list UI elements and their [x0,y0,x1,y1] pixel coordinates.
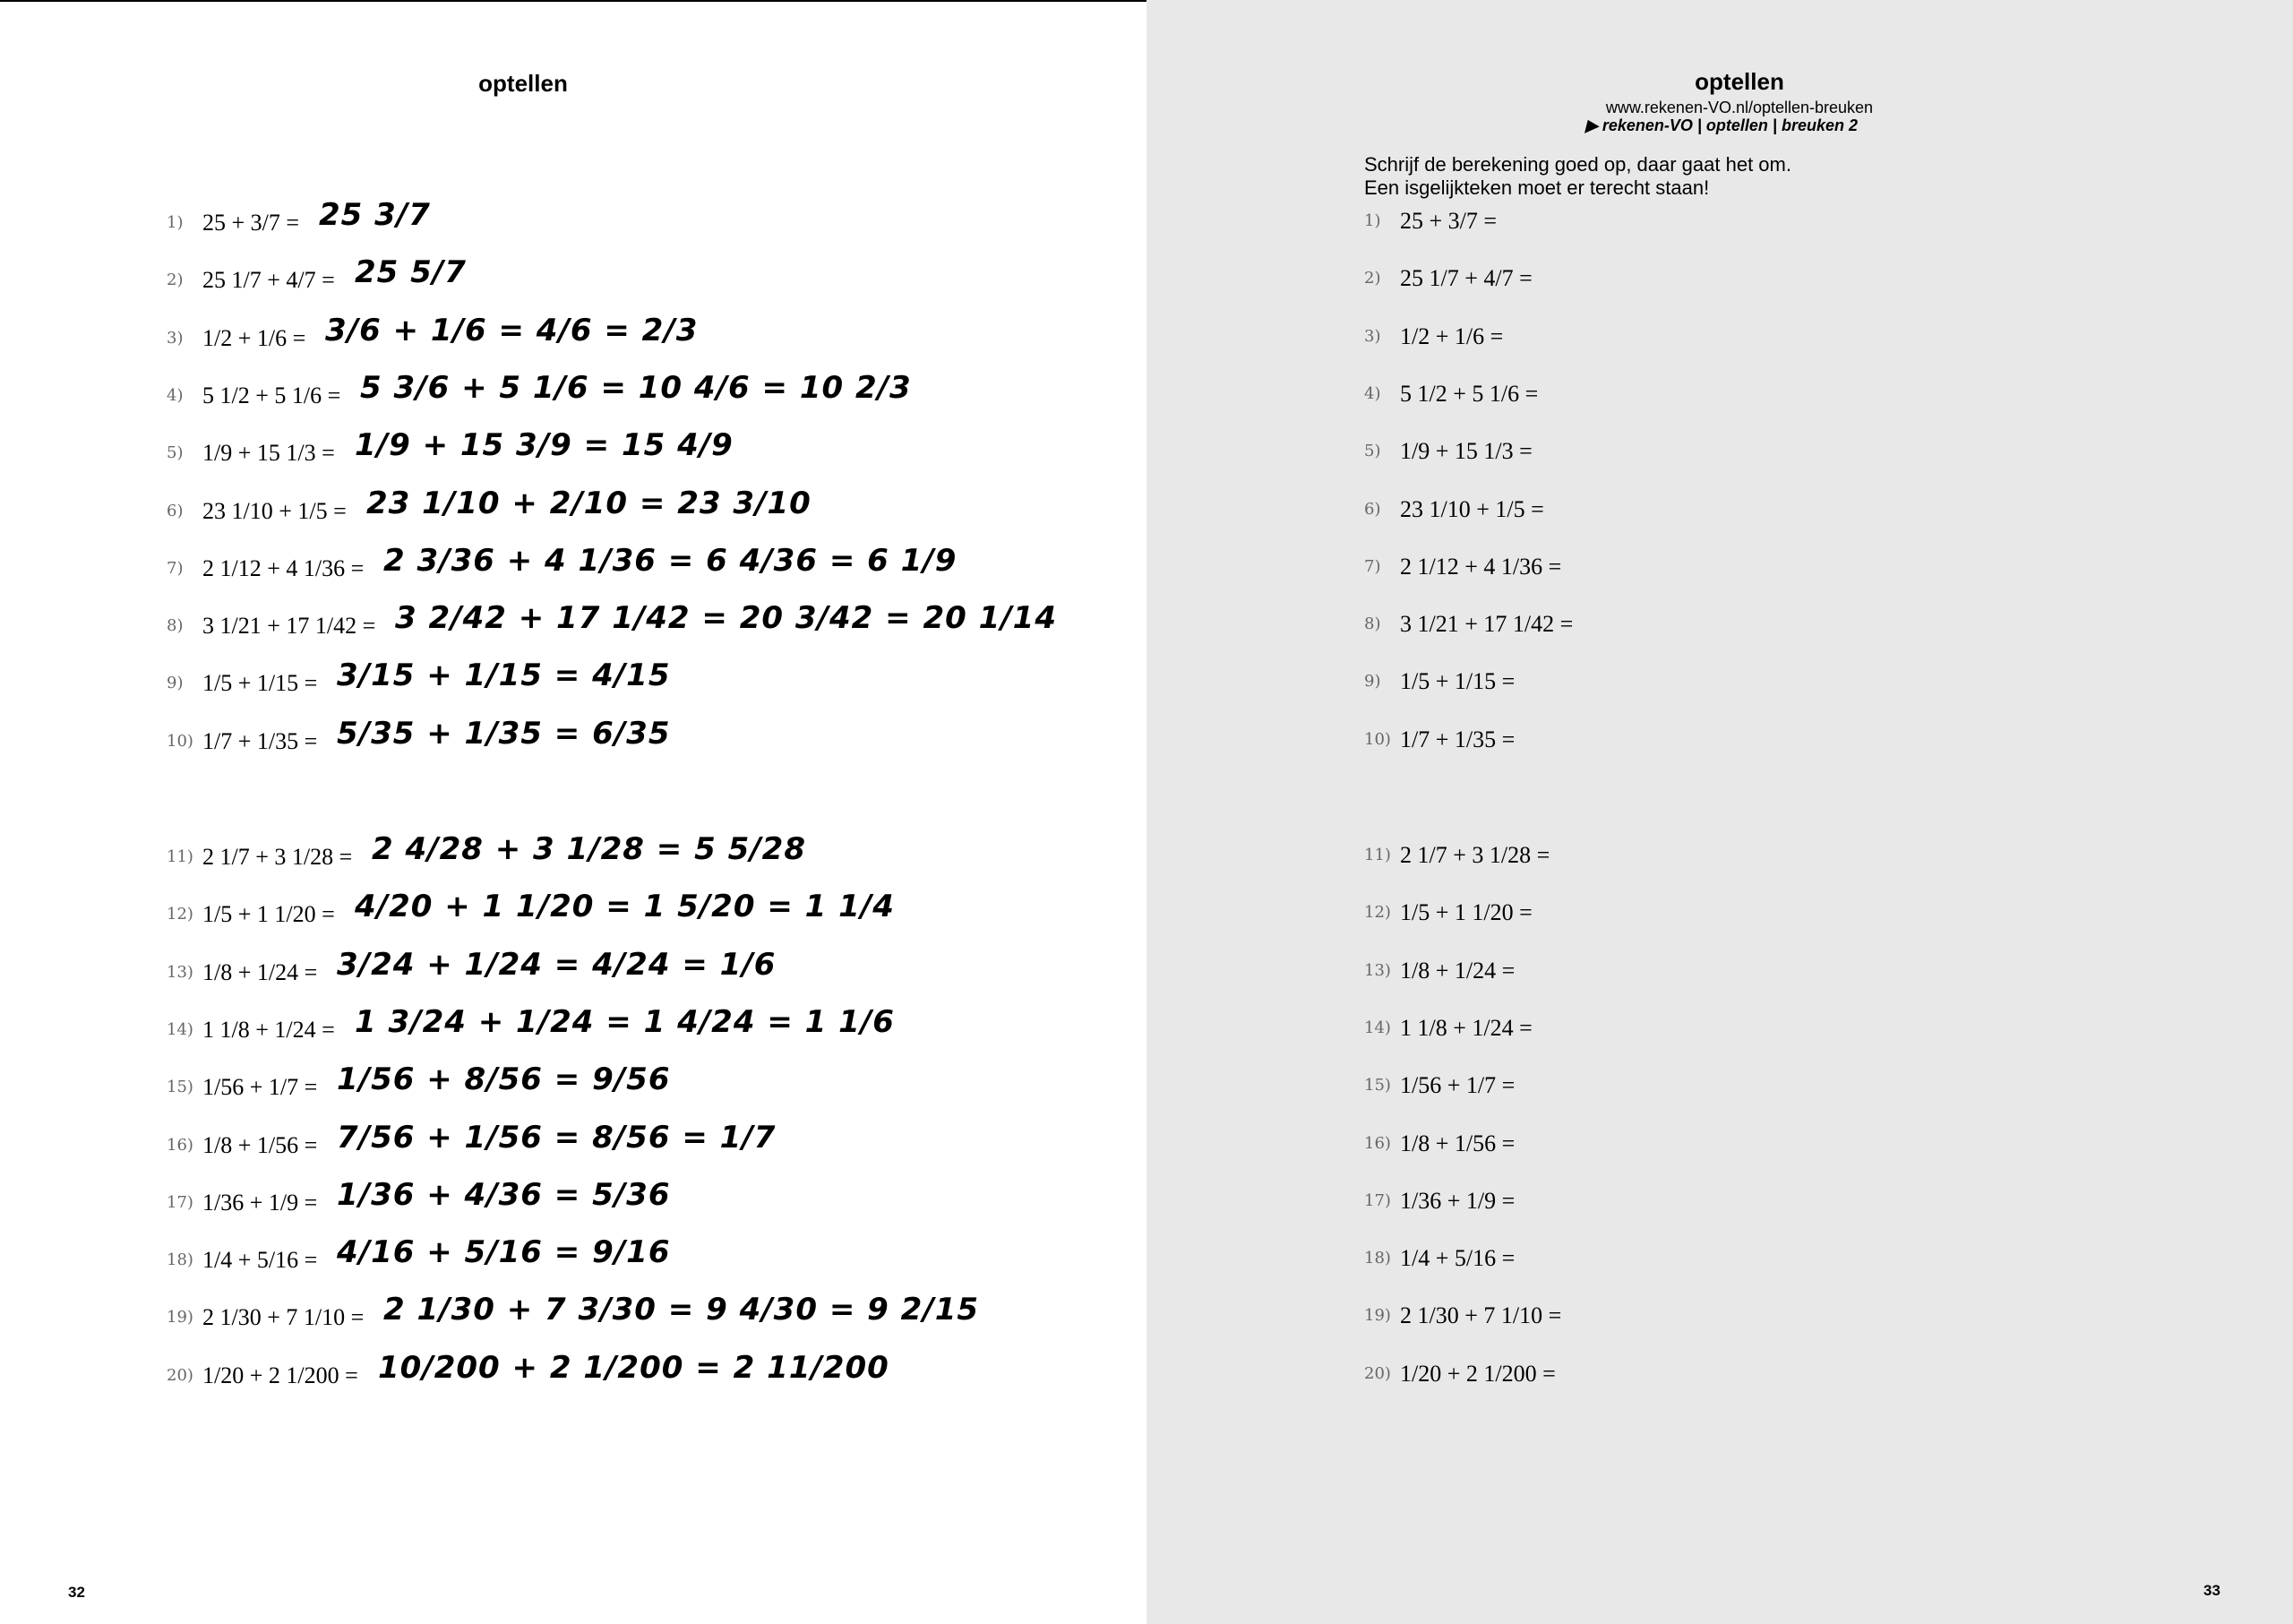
exercise-expression: 2 1/30 + 7 1/10 = [202,1304,365,1331]
exercise-8 [1364,604,2293,650]
exercise-number: 12) [167,905,193,924]
exercise-10 [1364,719,2293,766]
exercise-expression: 1 1/8 + 1/24 = [1400,1014,1533,1041]
instruction-line-2: Een isgelijkteken moet er terecht staan! [1364,176,1710,199]
exercise-7 [1364,546,2293,593]
exercise-number: 11) [1364,846,1391,864]
exercise-number: 2) [1364,269,1381,288]
exercise-number: 11) [167,847,193,866]
exercise-expression: 1/8 + 1/56 = [202,1131,318,1158]
exercise-16 [1364,1123,2293,1170]
page-title: optellen [1695,68,1784,95]
exercise-number: 14) [1364,1018,1391,1037]
page-number: 33 [2203,1582,2220,1599]
exercise-number: 5) [167,443,184,463]
exercise-expression: 5 1/2 + 5 1/6 = [1400,380,1539,407]
handwritten-answer: 3/6 + 1/6 = 4/6 = 2/3 [325,312,699,348]
exercise-5 [1364,431,2293,477]
exercise-17 [1364,1181,2293,1227]
exercise-number: 1) [1364,211,1381,230]
exercise-expression: 1/56 + 1/7 = [1400,1072,1516,1099]
exercise-10 [167,715,1116,768]
exercise-6 [167,485,1116,537]
exercise-number: 9) [1364,672,1381,692]
exercise-14 [1364,1008,2293,1054]
handwritten-answer: 3 2/42 + 17 1/42 = 20 3/42 = 20 1/14 [395,600,1057,637]
exercise-6 [1364,489,2293,536]
exercise-number: 12) [1364,903,1391,923]
handwritten-answer: 5 3/6 + 5 1/6 = 10 4/6 = 10 2/3 [360,369,912,406]
exercise-number: 15) [1364,1076,1391,1096]
handwritten-answer: 5/35 + 1/35 = 6/35 [337,715,671,752]
handwritten-answer: 25 5/7 [355,254,467,291]
exercise-20 [167,1349,1116,1402]
exercise-15 [167,1061,1116,1113]
exercise-number: 5) [1364,442,1381,461]
exercise-expression: 1/5 + 1/15 = [1400,668,1516,695]
exercise-expression: 25 + 3/7 = [202,210,300,236]
exercise-expression: 2 1/7 + 3 1/28 = [1400,842,1550,868]
exercise-number: 7) [1364,556,1381,576]
left-page [0,0,1146,1624]
exercise-expression: 1 1/8 + 1/24 = [202,1016,335,1043]
exercise-number: 2) [167,271,184,290]
exercise-expression: 1/4 + 5/16 = [1400,1245,1516,1272]
handwritten-answer: 2 1/30 + 7 3/30 = 9 4/30 = 9 2/15 [383,1292,980,1328]
exercise-2 [167,254,1116,306]
exercise-number: 3) [167,328,184,348]
exercise-expression: 5 1/2 + 5 1/6 = [202,382,341,408]
exercise-number: 4) [1364,383,1381,403]
exercise-11 [1364,835,2293,881]
exercise-expression: 2 1/30 + 7 1/10 = [1400,1302,1562,1329]
exercise-18 [1364,1238,2293,1285]
exercise-number: 19) [1364,1306,1391,1326]
exercise-expression: 1/2 + 1/6 = [1400,322,1504,349]
handwritten-answer: 1/9 + 15 3/9 = 15 4/9 [355,427,734,464]
exercise-number: 13) [167,962,193,982]
exercise-number: 13) [1364,960,1391,980]
exercise-number: 19) [167,1308,193,1328]
exercise-number: 17) [1364,1190,1391,1210]
breadcrumb: ▶ rekenen-VO | optellen | breuken 2 [1585,116,1858,134]
exercise-expression: 1/8 + 1/24 = [1400,957,1516,984]
exercise-number: 17) [167,1192,193,1212]
exercise-3 [167,312,1116,365]
exercise-number: 20) [167,1365,193,1385]
exercise-expression: 1/8 + 1/56 = [1400,1130,1516,1156]
exercise-expression: 1/20 + 2 1/200 = [202,1362,358,1388]
page-title: optellen [478,70,568,97]
handwritten-answer: 25 3/7 [319,197,431,233]
exercise-8 [167,600,1116,652]
exercise-3 [1364,316,2293,363]
handwritten-answer: 3/15 + 1/15 = 4/15 [337,657,671,694]
handwritten-answer: 4/16 + 5/16 = 9/16 [337,1234,671,1271]
exercise-number: 4) [167,385,184,405]
handwritten-answer: 1/36 + 4/36 = 5/36 [337,1176,671,1213]
handwritten-answer: 1/56 + 8/56 = 9/56 [337,1061,671,1098]
exercise-14 [167,1003,1116,1056]
exercise-4 [1364,374,2293,420]
exercise-number: 6) [167,501,184,520]
exercise-expression: 1/7 + 1/35 = [202,727,318,754]
handwritten-answer: 1 3/24 + 1/24 = 1 4/24 = 1 1/6 [355,1003,895,1040]
right-page [1146,0,2293,1624]
exercise-11 [167,831,1116,883]
exercise-expression: 1/56 + 1/7 = [202,1074,318,1101]
exercise-expression: 1/2 + 1/6 = [202,324,306,351]
exercise-12 [167,889,1116,941]
handwritten-answer: 2 3/36 + 4 1/36 = 6 4/36 = 6 1/9 [383,542,958,579]
exercise-5 [167,427,1116,479]
exercise-4 [167,369,1116,422]
exercise-expression: 25 1/7 + 4/7 = [202,267,335,294]
exercise-expression: 1/7 + 1/35 = [1400,726,1516,752]
exercise-number: 3) [1364,326,1381,346]
exercise-expression: 23 1/10 + 1/5 = [202,497,347,524]
exercise-expression: 25 + 3/7 = [1400,208,1498,234]
exercise-13 [167,946,1116,999]
exercise-expression: 1/5 + 1/15 = [202,670,318,697]
exercise-number: 10) [1364,729,1391,749]
exercise-number: 9) [167,674,184,693]
exercise-expression: 1/4 + 5/16 = [202,1247,318,1274]
exercise-expression: 1/9 + 15 1/3 = [1400,438,1533,465]
exercise-number: 1) [167,213,184,232]
exercise-expression: 2 1/12 + 4 1/36 = [1400,553,1562,580]
exercise-number: 8) [167,616,184,636]
exercise-number: 7) [167,558,184,578]
exercise-number: 18) [167,1250,193,1270]
exercise-7 [167,542,1116,595]
exercise-number: 18) [1364,1249,1391,1268]
handwritten-answer: 3/24 + 1/24 = 4/24 = 1/6 [337,946,777,983]
exercise-number: 20) [1364,1363,1391,1383]
exercise-1 [167,197,1116,249]
exercise-expression: 1/36 + 1/9 = [1400,1187,1516,1214]
exercise-expression: 1/9 + 15 1/3 = [202,440,335,467]
source-url: www.rekenen-VO.nl/optellen-breuken [1605,99,1874,116]
exercise-number: 16) [1364,1133,1391,1153]
handwritten-answer: 10/200 + 2 1/200 = 2 11/200 [378,1349,889,1386]
exercise-9 [1364,661,2293,708]
exercise-expression: 1/5 + 1 1/20 = [1400,899,1533,926]
handwritten-answer: 4/20 + 1 1/20 = 1 5/20 = 1 1/4 [355,889,895,925]
exercise-12 [1364,892,2293,939]
exercise-9 [167,657,1116,709]
exercise-15 [1364,1065,2293,1112]
exercise-number: 10) [167,731,193,751]
exercise-number: 6) [1364,499,1381,519]
exercise-expression: 2 1/7 + 3 1/28 = [202,844,353,870]
exercise-number: 8) [1364,614,1381,634]
exercise-2 [1364,258,2293,305]
exercise-expression: 25 1/7 + 4/7 = [1400,265,1533,292]
exercise-expression: 2 1/12 + 4 1/36 = [202,554,365,581]
exercise-19 [167,1292,1116,1344]
page-number: 32 [68,1584,85,1601]
exercise-13 [1364,950,2293,997]
exercise-number: 15) [167,1078,193,1097]
exercise-expression: 1/20 + 2 1/200 = [1400,1360,1556,1387]
exercise-1 [1364,201,2293,247]
exercise-number: 16) [167,1135,193,1155]
exercise-expression: 1/8 + 1/24 = [202,958,318,985]
instruction-line-1: Schrijf de berekening goed op, daar gaat het om. [1364,153,1791,176]
exercise-20 [1364,1353,2293,1400]
exercise-19 [1364,1295,2293,1342]
exercise-expression: 1/36 + 1/9 = [202,1189,318,1216]
exercise-number: 14) [167,1019,193,1039]
exercise-expression: 3 1/21 + 17 1/42 = [202,613,376,640]
exercise-17 [167,1176,1116,1229]
handwritten-answer: 7/56 + 1/56 = 8/56 = 1/7 [337,1119,777,1156]
exercise-expression: 3 1/21 + 17 1/42 = [1400,611,1574,638]
handwritten-answer: 2 4/28 + 3 1/28 = 5 5/28 [372,831,806,867]
exercise-expression: 23 1/10 + 1/5 = [1400,495,1544,522]
handwritten-answer: 23 1/10 + 2/10 = 23 3/10 [366,485,812,521]
exercise-18 [167,1234,1116,1286]
exercise-expression: 1/5 + 1 1/20 = [202,901,335,928]
exercise-16 [167,1119,1116,1172]
